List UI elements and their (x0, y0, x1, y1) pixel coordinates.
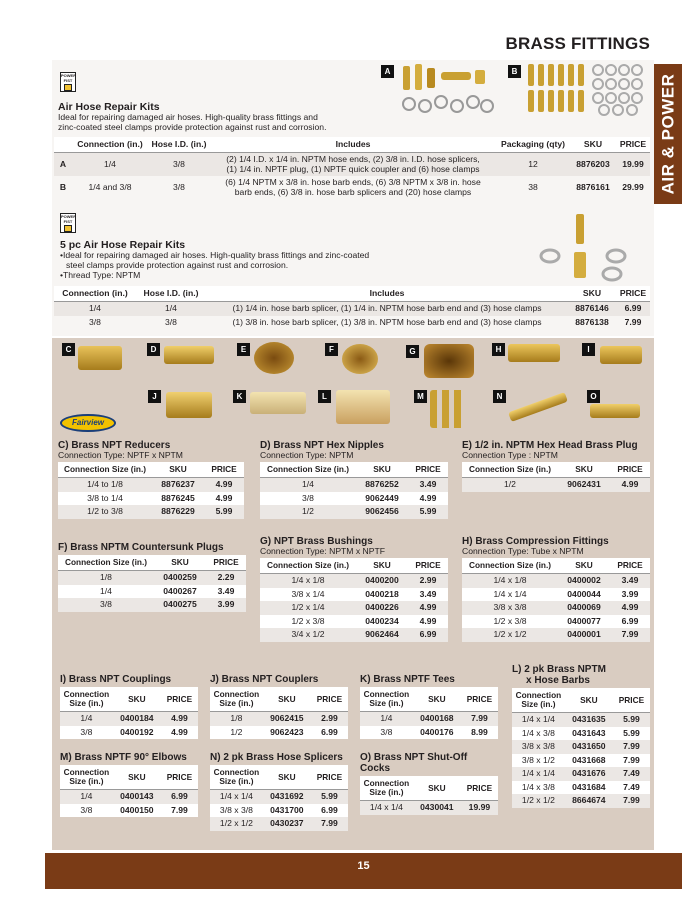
table-row: B 1/4 and 3/8 3/8 (6) 1/4 NPTM x 3/8 in. hose barb ends, (6) 3/8 NPTM x 3/8 in. hose barb ends, (6) 3/8 in. hose barb splicers and (20) hose clamps 38 8876161 29.99 (59, 177, 644, 197)
table-cell: 5.99 (311, 790, 348, 804)
column-header: PRICE (408, 462, 448, 478)
section2-table: Connection (in.) Hose I.D. (in.) Includes SKU PRICE 1/4 1/4 (1) 1/4 in. hose barb splicer, (1) 1/4 in. NPTM hose barb end and (3) hose clamps 8876146 6.99 3/8 3/8 (1) 3/8 in. hose barb splicer, (1) 3/8 in. NPTM hose barb end and (3) hose clamps 8876138 7.99 (54, 286, 650, 329)
table-cell: 1/4 x 1/8 (462, 574, 558, 588)
table-row: 1/4 1/4 (1) 1/4 in. hose barb splicer, (1) 1/4 in. NPTM hose barb end and (3) hose clamps 8876146 6.99 (54, 302, 650, 316)
table-row (58, 492, 244, 506)
table-row (260, 574, 448, 588)
table-cell: 1/2 x 1/2 (512, 794, 565, 808)
table-cell: 4.99 (204, 478, 244, 492)
shut-off-cock-image (590, 404, 640, 418)
column-header: Connection Size (in.) (58, 462, 152, 478)
photo-letter: F (325, 343, 338, 356)
table-row (462, 478, 650, 492)
table-cell: 2.99 (311, 712, 348, 726)
column-header: Connection Size (in.) (462, 558, 558, 574)
column-header: SKU (413, 687, 461, 712)
column-header: PRICE (311, 765, 348, 790)
table-c (58, 440, 244, 519)
table-cell: 4.99 (161, 712, 198, 726)
kit-a-image (397, 62, 497, 118)
table-row (512, 727, 650, 741)
table-cell: 8876252 (356, 478, 408, 492)
table-cell: 4.99 (408, 601, 448, 615)
photo-letter: K (233, 390, 246, 403)
table-cell: 4.99 (610, 478, 650, 492)
power-fist-logo: POWER FIST (60, 72, 76, 92)
column-header: Connection Size (in.) (60, 687, 113, 712)
table-cell: 2.99 (408, 574, 448, 588)
table-row (512, 781, 650, 795)
table-cell: 0400184 (113, 712, 161, 726)
table-cell: 0400192 (120, 726, 154, 737)
table-cell: 9062415 (263, 712, 311, 726)
table-row (60, 712, 198, 726)
section1-desc: Ideal for repairing damaged air hoses. High-quality brass fittings and zinc-coated steel clamps provide protection against rust and corrosion. (58, 112, 327, 132)
table-cell: 3.99 (206, 598, 246, 612)
table-row (210, 817, 348, 831)
table-cell: 0431684 (572, 781, 606, 792)
column-header: SKU (413, 776, 461, 801)
table-cell: 7.99 (311, 817, 348, 831)
column-header: PRICE (204, 462, 244, 478)
column-header: Connection Size (in.) (60, 765, 113, 790)
table-cell: 9062464 (356, 628, 408, 642)
table-cell: 1/4 (100, 585, 112, 596)
table-cell: 9062456 (356, 505, 408, 519)
photo-letter-a: A (381, 65, 394, 78)
section2-title: 5 pc Air Hose Repair Kits (60, 239, 186, 251)
table-cell: 1/4 x 1/8 (260, 574, 356, 588)
table-cell: 3/8 to 1/4 (87, 492, 123, 503)
table-title: F) Brass NPTM Countersunk Plugs (58, 542, 224, 553)
photo-letter: N (493, 390, 506, 403)
elbow-image (336, 390, 390, 424)
table-cell: 6.99 (321, 726, 338, 737)
hex-nipple-image (164, 346, 214, 364)
column-header: SKU (113, 765, 161, 790)
photo-letter: C (62, 343, 75, 356)
table-cell: 7.49 (613, 767, 650, 781)
table-row: 3/8 3/8 (1) 3/8 in. hose barb splicer, (1) 3/8 in. NPTM hose barb end and (3) hose clamps 8876138 7.99 (89, 316, 642, 327)
photo-letter: H (492, 343, 505, 356)
table-cell: 0400069 (558, 601, 610, 615)
product-table (360, 776, 498, 815)
table-h (462, 536, 650, 642)
table-row (58, 571, 246, 585)
table-cell: 0400150 (120, 804, 154, 815)
table-title: H) Brass Compression Fittings (462, 536, 609, 547)
table-cell: 7.99 (171, 804, 188, 815)
table-cell: 0431635 (565, 713, 613, 727)
product-table (210, 765, 348, 831)
table-row (260, 615, 448, 629)
table-l (512, 664, 650, 808)
column-header: PRICE (610, 558, 650, 574)
column-header: PRICE (408, 558, 448, 574)
table-row (58, 598, 246, 612)
table-cell: 6.99 (161, 790, 198, 804)
table-cell: 4.99 (419, 492, 437, 503)
photo-letter: O (587, 390, 600, 403)
table-cell: 9062423 (270, 726, 304, 737)
product-table (210, 687, 348, 739)
table-cell: 0400200 (356, 574, 408, 588)
table-title: J) Brass NPT Couplers (210, 674, 319, 685)
table-cell: 0400077 (567, 615, 601, 626)
product-table (60, 765, 198, 817)
table-row (512, 794, 650, 808)
table-cell: 0400176 (420, 726, 454, 737)
section-side-tab (654, 64, 682, 204)
table-cell: 5.99 (204, 505, 244, 519)
table-title: C) Brass NPT Reducers (58, 440, 171, 451)
table-cell: 0400168 (413, 712, 461, 726)
table-cell: 5.99 (613, 713, 650, 727)
table-row (462, 574, 650, 588)
page-title: BRASS FITTINGS (505, 34, 650, 53)
table-cell: 1/4 x 1/4 (210, 790, 263, 804)
table-cell: 8.99 (471, 726, 488, 737)
table-n (210, 752, 348, 831)
table-row (260, 505, 448, 519)
photo-letter-b: B (508, 65, 521, 78)
table-cell: 7.99 (613, 740, 650, 754)
table-row (512, 740, 650, 754)
table-cell: 0400143 (113, 790, 161, 804)
table-cell: 0400275 (154, 598, 206, 612)
table-i (60, 674, 198, 739)
table-cell: 5.99 (408, 505, 448, 519)
table-cell: 3/8 (80, 726, 93, 737)
compression-fitting-image (508, 344, 560, 362)
table-d (260, 440, 448, 519)
table-title: E) 1/2 in. NPTM Hex Head Brass Plug (462, 440, 638, 451)
table-cell: 4.99 (610, 601, 650, 615)
reducer-image (78, 346, 122, 370)
column-header: SKU (356, 558, 408, 574)
table-cell: 1/4 x 1/4 (360, 801, 413, 815)
table-row (260, 628, 448, 642)
table-cell: 4.99 (215, 492, 233, 503)
section1-title: Air Hose Repair Kits (58, 101, 160, 113)
column-header: SKU (356, 462, 408, 478)
tee-image (250, 392, 306, 414)
table-cell: 3/8 x 3/8 (219, 804, 253, 815)
table-cell: 1/4 x 3/8 (521, 727, 555, 738)
fairview-logo: Fairview (60, 414, 116, 432)
table-g (260, 536, 448, 642)
table-cell: 0400002 (558, 574, 610, 588)
table-cell: 2.29 (206, 571, 246, 585)
table-cell: 3.49 (610, 574, 650, 588)
table-row (462, 615, 650, 629)
table-row: A 1/4 3/8 (2) 1/4 I.D. x 1/4 in. NPTM hose ends, (2) 3/8 in. I.D. hose splicers, (1) 1/4 in. NPTF plug, (1) NPTF quick coupler and (6) hose clamps 12 8876203 19.99 (54, 153, 650, 177)
column-header: SKU (565, 688, 613, 713)
table-row (462, 601, 650, 615)
table-cell: 1/8 (58, 571, 154, 585)
table-row (462, 628, 650, 642)
table-cell: 1/4 (60, 712, 113, 726)
column-header: PRICE (311, 687, 348, 712)
table-cell: 0400218 (365, 588, 399, 599)
table-cell: 6.99 (408, 628, 448, 642)
table-title: K) Brass NPTF Tees (360, 674, 455, 685)
page-number: 15 (357, 860, 370, 872)
countersunk-plug-image (342, 344, 378, 374)
table-cell: 1/2 (462, 478, 558, 492)
table-title: G) NPT Brass Bushings (260, 536, 373, 547)
table-j (210, 674, 348, 739)
table-row (58, 505, 244, 519)
table-cell: 0431692 (263, 790, 311, 804)
column-header: SKU (154, 555, 206, 571)
table-cell: 0431650 (565, 740, 613, 754)
column-header: Connection Size (in.) (210, 687, 263, 712)
product-table (260, 462, 448, 519)
table-cell: 5.99 (623, 727, 640, 738)
product-table (462, 558, 650, 642)
photo-letter: E (237, 343, 250, 356)
table-cell: 1/8 (210, 712, 263, 726)
table-row (512, 754, 650, 768)
table-cell: 8876237 (152, 478, 204, 492)
table-cell: 1/4 x 1/4 (512, 713, 565, 727)
table-cell: 3/8 (58, 598, 154, 612)
column-header: SKU (558, 558, 610, 574)
table-cell: 4.99 (419, 615, 437, 626)
table-cell: 0400267 (163, 585, 197, 596)
hex-plug-image (254, 342, 294, 374)
table-cell: 9062449 (365, 492, 399, 503)
table-cell: 1/2 (230, 726, 243, 737)
photo-letter: I (582, 343, 595, 356)
table-cell: 6.99 (321, 804, 338, 815)
column-header: PRICE (461, 687, 498, 712)
table-cell: 3.99 (621, 588, 639, 599)
air-hose-repair-kits-section (52, 60, 654, 210)
table-row (260, 588, 448, 602)
photo-letter: M (414, 390, 427, 403)
table-cell: 0400234 (365, 615, 399, 626)
table-cell: 0400226 (356, 601, 408, 615)
connection-type: Connection Type: NPTF x NPTM (58, 450, 183, 460)
table-cell: 1/2 to 3/8 (58, 505, 152, 519)
product-table (462, 462, 650, 492)
table-title: x Hose Barbs (526, 675, 590, 686)
table-row (360, 801, 498, 815)
table-cell: 3/8 (380, 726, 393, 737)
product-table (360, 687, 498, 739)
table-cell: 1/4 to 1/8 (58, 478, 152, 492)
table-row (360, 726, 498, 740)
table-title: D) Brass NPT Hex Nipples (260, 440, 384, 451)
table-cell: 7.99 (461, 712, 498, 726)
5pc-repair-kits-section (52, 210, 654, 336)
table-cell: 0430041 (413, 801, 461, 815)
table-title: I) Brass NPT Couplings (60, 674, 172, 685)
table-cell: 1/2 x 1/2 (210, 817, 263, 831)
table-row (210, 726, 348, 740)
column-header: Connection Size (in.) (260, 558, 356, 574)
table-cell: 0431676 (565, 767, 613, 781)
table-row (260, 478, 448, 492)
table-row (512, 767, 650, 781)
coupling-image (600, 346, 642, 364)
5pc-kit-image (538, 212, 648, 282)
table-cell: 19.99 (461, 801, 498, 815)
product-table (512, 688, 650, 808)
table-cell: 1/2 x 3/8 (291, 615, 325, 626)
product-table (58, 555, 246, 612)
table-m (60, 752, 198, 817)
product-table (260, 558, 448, 642)
table-row (210, 804, 348, 818)
column-header: Connection Size (in.) (360, 687, 413, 712)
table-cell: 3.49 (217, 585, 235, 596)
table-cell: 0431668 (572, 754, 606, 765)
column-header: SKU (152, 462, 204, 478)
table-cell: 3/4 x 1/2 (260, 628, 356, 642)
column-header: SKU (558, 462, 610, 478)
photo-letter: D (147, 343, 160, 356)
table-row (60, 790, 198, 804)
table-cell: 3/8 x 3/8 (462, 601, 558, 615)
column-header: PRICE (206, 555, 246, 571)
table-cell: 1/2 x 1/4 (260, 601, 356, 615)
table-row (360, 712, 498, 726)
column-header: SKU (113, 687, 161, 712)
table-cell: 1/4 x 1/4 (512, 767, 565, 781)
kit-b-image (524, 62, 644, 118)
section2-bullets: •Ideal for repairing damaged air hoses. High-quality brass fittings and zinc-coated steel clamps provide protection against rust and corrosion. •Thread Type: NPTM (60, 250, 370, 280)
product-table (58, 462, 244, 519)
column-header: Connection Size (in.) (462, 462, 558, 478)
table-cell: 6.99 (621, 615, 639, 626)
photo-letter: G (406, 345, 419, 358)
column-header: PRICE (161, 687, 198, 712)
table-row (260, 492, 448, 506)
table-cell: 1/4 (260, 478, 356, 492)
table-row (58, 585, 246, 599)
table-cell: 4.99 (171, 726, 188, 737)
table-row (60, 726, 198, 740)
table-row (210, 790, 348, 804)
table-row (260, 601, 448, 615)
photo-letter: J (148, 390, 161, 403)
column-header: PRICE (610, 462, 650, 478)
coupler-image (166, 392, 212, 418)
column-header: Connection Size (in.) (512, 688, 565, 713)
product-table (60, 687, 198, 739)
page-footer (45, 853, 682, 889)
table-title: M) Brass NPTF 90° Elbows (60, 752, 187, 763)
table-cell: 3.49 (408, 478, 448, 492)
table-cell: 1/2 x 1/2 (462, 628, 558, 642)
table-row (462, 588, 650, 602)
column-header: Connection Size (in.) (58, 555, 154, 571)
connection-type: Connection Type : NPTM (462, 450, 558, 460)
hose-barb-image (430, 390, 464, 428)
column-header: SKU (263, 687, 311, 712)
section1-table: Connection (in.) Hose I.D. (in.) Includes Packaging (qty) SKU PRICE A 1/4 3/8 (2) 1/4 I.D. x 1/4 in. NPTM hose ends, (2) 3/8 in. I.D. hose splicers, (1) 1/4 in. NPTF plug, (1) NPTF quick coupler and (6) hose clamps 12 8876203 19.99 B 1/4 and 3/8 3/8 (6) 1/4 NPTM x 3/8 in. hose barb ends, (6) 3/8 NPTM x 3/8 in. hose barb ends, (6) 3/8 in. hose barb splicers and (20) hose clamps 38 8876161 29.99 (54, 137, 650, 199)
table-o (360, 752, 498, 815)
table-cell: 3.49 (419, 588, 437, 599)
table-row (210, 712, 348, 726)
connection-type: Connection Type: Tube x NPTM (462, 546, 584, 556)
table-title: N) 2 pk Brass Hose Splicers (210, 752, 343, 763)
table-cell: 1/4 x 1/4 (493, 588, 527, 599)
table-cell: 8876229 (152, 505, 204, 519)
table-cell: 7.99 (623, 754, 640, 765)
table-cell: 3/8 x 1/4 (291, 588, 325, 599)
table-cell: 7.99 (610, 628, 650, 642)
table-f (58, 542, 246, 612)
photo-letter: L (318, 390, 331, 403)
table-cell: 1/4 (60, 790, 113, 804)
column-header: PRICE (613, 688, 650, 713)
table-e (462, 440, 650, 492)
column-header: PRICE (461, 776, 498, 801)
side-tab-label: AIR & POWER (658, 73, 678, 195)
table-cell: 3/8 x 1/2 (521, 754, 555, 765)
table-cell: 3/8 (80, 804, 93, 815)
table-row (60, 804, 198, 818)
bushing-image (424, 344, 474, 378)
table-cell: 0400001 (558, 628, 610, 642)
table-cell: 0431700 (270, 804, 304, 815)
table-row (512, 713, 650, 727)
column-header: Connection Size (in.) (360, 776, 413, 801)
table-cell: 0430237 (263, 817, 311, 831)
table-cell: 8876245 (161, 492, 195, 503)
column-header: Connection Size (in.) (260, 462, 356, 478)
column-header: SKU (263, 765, 311, 790)
column-header: Connection Size (in.) (210, 765, 263, 790)
table-title: L) 2 pk Brass NPTM (512, 664, 606, 675)
table-cell: 3/8 (302, 492, 314, 503)
table-row (58, 478, 244, 492)
table-cell: 1/2 x 3/8 (493, 615, 527, 626)
table-cell: 1/2 (260, 505, 356, 519)
connection-type: Connection Type: NPTM x NPTF (260, 546, 385, 556)
table-cell: 3/8 x 3/8 (512, 740, 565, 754)
table-cell: 9062431 (558, 478, 610, 492)
table-cell: 1/4 x 3/8 (521, 781, 555, 792)
table-cell: 0431643 (572, 727, 606, 738)
column-header: PRICE (161, 765, 198, 790)
table-cell: 8664674 (565, 794, 613, 808)
power-fist-logo: POWER FIST (60, 213, 76, 233)
table-cell: 7.99 (613, 794, 650, 808)
table-cell: 7.49 (623, 781, 640, 792)
table-cell: 0400259 (154, 571, 206, 585)
table-cell: 1/4 (360, 712, 413, 726)
table-cell: 0400044 (567, 588, 601, 599)
table-k (360, 674, 498, 739)
table-title: O) Brass NPT Shut-Off Cocks (360, 752, 468, 774)
connection-type: Connection Type: NPTM (260, 450, 354, 460)
